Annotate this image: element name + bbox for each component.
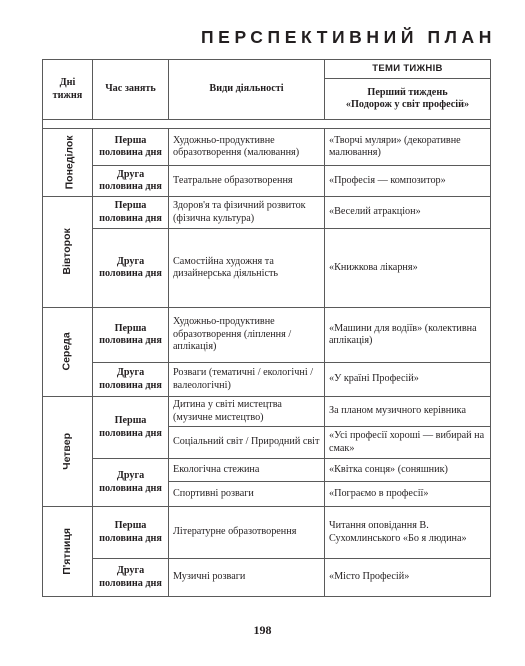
theme-cell: «Усі професії хороші — вибирай на смак»: [325, 427, 491, 459]
activity-cell: Здоров'я та фізичний розвиток (фізична культура): [169, 197, 325, 229]
time-cell: Перша половина дня: [93, 507, 169, 559]
activity-cell: Спортивні розваги: [169, 482, 325, 507]
activity-cell: Музичні розваги: [169, 559, 325, 597]
time-cell: Друга половина дня: [93, 559, 169, 597]
table-row: [43, 197, 491, 229]
plan-table: [42, 59, 491, 597]
table-row: [43, 459, 491, 482]
day-label: Понеділок: [63, 135, 76, 190]
day-cell-tuesday: [43, 197, 93, 308]
day-label: Середа: [61, 332, 74, 371]
time-cell: Перша половина дня: [93, 308, 169, 363]
day-label: Четвер: [61, 432, 74, 470]
activity-cell: Дитина у світі мистецтва (музичне мистецтво): [169, 397, 325, 427]
activity-cell: Літературне образотворення: [169, 507, 325, 559]
activity-cell: Художньо-продуктивне образотворення (ліплення / аплікація): [169, 308, 325, 363]
time-cell: Друга половина дня: [93, 166, 169, 197]
header-week-label: Перший тиждень: [367, 86, 448, 98]
activity-cell: Соціальний світ / Природний світ: [169, 427, 325, 459]
theme-cell: За планом музичного керівника: [325, 397, 491, 427]
table-row: [43, 559, 491, 597]
activity-cell: Театральне образотворення: [169, 166, 325, 197]
table-header-row: [43, 60, 491, 79]
header-week: [325, 79, 491, 120]
spacer-row: [43, 120, 491, 129]
time-cell: Перша половина дня: [93, 129, 169, 166]
theme-cell: «Пограємо в професії»: [325, 482, 491, 507]
theme-cell: «Професія — композитор»: [325, 166, 491, 197]
day-label: П'ятниця: [61, 527, 74, 575]
day-cell-thursday: [43, 397, 93, 507]
theme-cell: «Квітка сонця» (соняшник): [325, 459, 491, 482]
activity-cell: Розваги (тематичні / екологічні / валеологічні): [169, 363, 325, 397]
table-row: [43, 308, 491, 363]
theme-cell: Читання оповідання В. Сухомлинського «Бо я людина»: [325, 507, 491, 559]
theme-cell: «Творчі муляри» (декоративне малювання): [325, 129, 491, 166]
activity-cell: Самостійна художня та дизайнерська діяльність: [169, 229, 325, 308]
table-row: [43, 229, 491, 308]
day-cell-monday: [43, 129, 93, 197]
day-label: Вівторок: [61, 228, 74, 275]
theme-cell: «У країні Професій»: [325, 363, 491, 397]
header-days: Дні тижня: [43, 60, 93, 120]
day-cell-wednesday: [43, 308, 93, 397]
time-cell: Друга половина дня: [93, 229, 169, 308]
table-row: [43, 166, 491, 197]
page-title: ПЕРСПЕКТИВНИЙ ПЛАН: [201, 27, 496, 47]
table-row: [43, 397, 491, 427]
theme-cell: «Книжкова лікарня»: [325, 229, 491, 308]
page-number: 198: [253, 623, 272, 637]
header-time: Час занять: [93, 60, 169, 120]
theme-cell: «Веселий атракціон»: [325, 197, 491, 229]
header-week-theme: «Подорож у світ професій»: [345, 99, 470, 110]
header-activities: Види діяльності: [169, 60, 325, 120]
time-cell: Перша половина дня: [93, 197, 169, 229]
activity-cell: Художньо-продуктивне образотворення (малювання): [169, 129, 325, 166]
header-themes: ТЕМИ ТИЖНІВ: [325, 60, 491, 79]
activity-cell: Екологічна стежина: [169, 459, 325, 482]
table-row: [43, 129, 491, 166]
time-cell: Друга половина дня: [93, 363, 169, 397]
table-row: [43, 507, 491, 559]
day-cell-friday: [43, 507, 93, 597]
time-cell: Друга половина дня: [93, 459, 169, 507]
theme-cell: «Машини для водіїв» (колективна аплікація): [325, 308, 491, 363]
time-cell: Перша половина дня: [93, 397, 169, 459]
theme-cell: «Місто Професій»: [325, 559, 491, 597]
table-row: [43, 363, 491, 397]
